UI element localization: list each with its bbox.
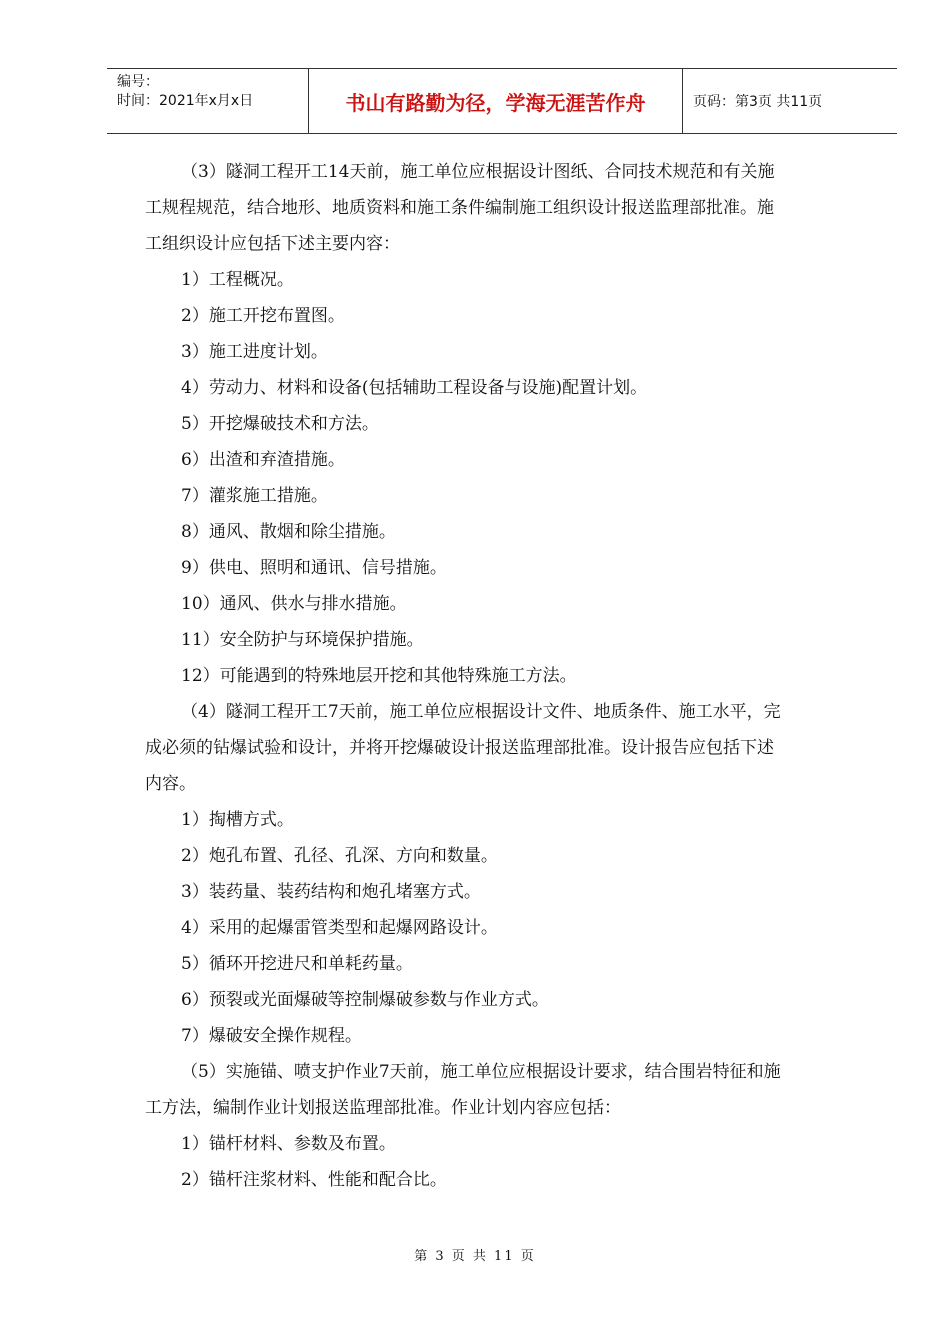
- text-line: 7）灌浆施工措施。: [181, 486, 328, 506]
- text-line: 5）循环开挖进尺和单耗药量。: [181, 954, 413, 974]
- text-line: 7）爆破安全操作规程。: [181, 1026, 362, 1046]
- header-motto: 书山有路勤为径，学海无涯苦作舟: [309, 69, 683, 133]
- text-line: 工组织设计应包括下述主要内容：: [145, 234, 400, 254]
- text-line: 2）施工开挖布置图。: [181, 306, 345, 326]
- text-line: 工规程规范，结合地形、地质资料和施工条件编制施工组织设计报送监理部批准。施: [145, 198, 774, 218]
- document-date: 时间：2021年x月x日: [117, 93, 254, 109]
- text-line: 2）炮孔布置、孔径、孔深、方向和数量。: [181, 846, 498, 866]
- text-line: 9）供电、照明和通讯、信号措施。: [181, 558, 447, 578]
- text-line: 5）开挖爆破技术和方法。: [181, 414, 379, 434]
- text-line: 工方法，编制作业计划报送监理部批准。作业计划内容应包括：: [145, 1098, 621, 1118]
- text-line: 1）工程概况。: [181, 270, 294, 290]
- text-line: 内容。: [145, 774, 196, 794]
- text-line: 1）锚杆材料、参数及布置。: [181, 1134, 396, 1154]
- page-footer: 第 3 页 共 11 页: [414, 1249, 536, 1264]
- text-line: 3）施工进度计划。: [181, 342, 328, 362]
- text-line: （3）隧洞工程开工14天前，施工单位应根据设计图纸、合同技术规范和有关施: [181, 162, 775, 182]
- page-header: [107, 68, 897, 134]
- text-line: 1）掏槽方式。: [181, 810, 294, 830]
- document-body: [145, 154, 865, 1198]
- document-number-label: 编号：: [117, 74, 159, 90]
- header-page-info: 页码：第3页 共11页: [693, 94, 823, 110]
- text-line: 12）可能遇到的特殊地层开挖和其他特殊施工方法。: [181, 666, 577, 686]
- text-line: 10）通风、供水与排水措施。: [181, 594, 407, 614]
- text-line: 4）劳动力、材料和设备(包括辅助工程设备与设施)配置计划。: [181, 378, 648, 398]
- text-line: 8）通风、散烟和除尘措施。: [181, 522, 396, 542]
- text-line: 11）安全防护与环境保护措施。: [181, 630, 424, 650]
- text-line: 2）锚杆注浆材料、性能和配合比。: [181, 1170, 447, 1190]
- text-line: 3）装药量、装药结构和炮孔堵塞方式。: [181, 882, 481, 902]
- text-line: 6）出渣和弃渣措施。: [181, 450, 345, 470]
- text-line: 成必须的钻爆试验和设计，并将开挖爆破设计报送监理部批准。设计报告应包括下述: [145, 738, 774, 758]
- text-line: 6）预裂或光面爆破等控制爆破参数与作业方式。: [181, 990, 549, 1010]
- text-line: 4）采用的起爆雷管类型和起爆网路设计。: [181, 918, 498, 938]
- text-line: （5）实施锚、喷支护作业7天前，施工单位应根据设计要求，结合围岩特征和施: [181, 1062, 781, 1082]
- header-meta: [107, 69, 309, 133]
- text-line: （4）隧洞工程开工7天前，施工单位应根据设计文件、地质条件、施工水平，完: [181, 702, 781, 722]
